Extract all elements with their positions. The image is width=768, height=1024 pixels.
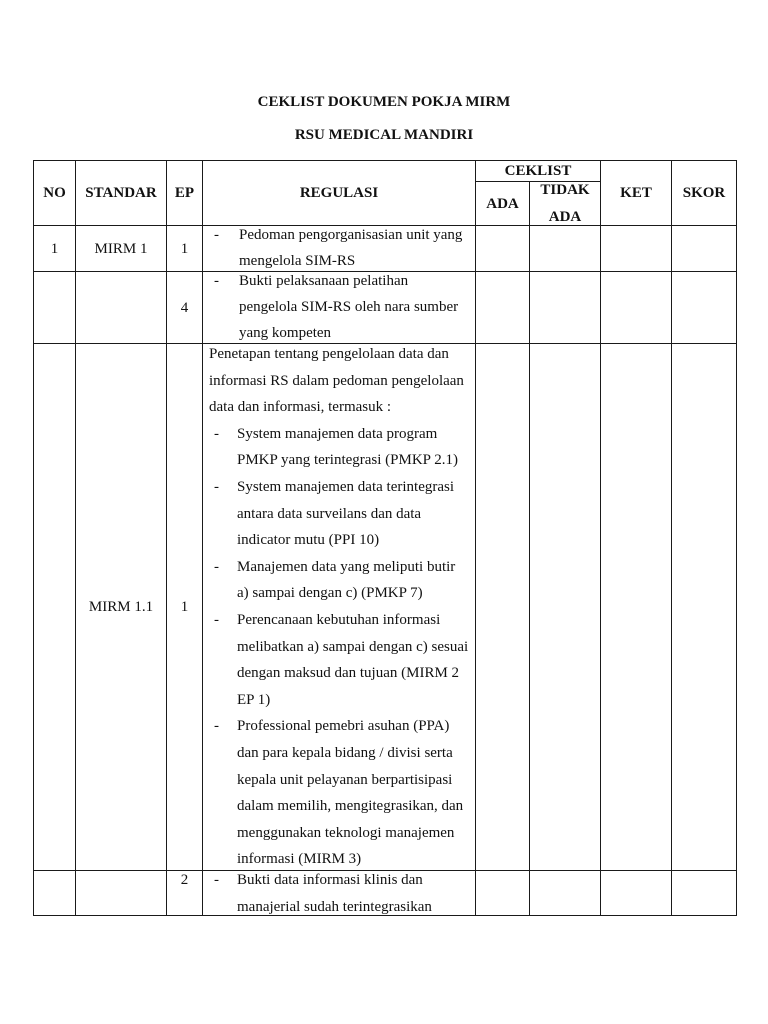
checklist-table bbox=[33, 160, 737, 916]
cell-no bbox=[34, 272, 76, 344]
header-ket: KET bbox=[601, 161, 672, 226]
cell-ep: 4 bbox=[167, 272, 203, 344]
regulasi-line: dengan maksud dan tujuan (MIRM 2 bbox=[237, 665, 460, 682]
regulasi-line: dalam memilih, mengitegrasikan, dan bbox=[237, 798, 464, 815]
bullet-dash: - bbox=[214, 558, 219, 575]
regulasi-line: Bukti pelaksanaan pelatihan bbox=[239, 273, 409, 289]
cell-no bbox=[34, 871, 76, 916]
regulasi-bullet-item bbox=[203, 867, 475, 921]
bullet-dash: - bbox=[214, 611, 219, 628]
cell-ada bbox=[476, 272, 530, 344]
regulasi-line: indicator mutu (PPI 10) bbox=[237, 532, 380, 549]
header-tidak-ada-line: ADA bbox=[548, 208, 582, 225]
regulasi-line: antara data surveilans dan data bbox=[237, 505, 422, 522]
regulasi-intro-line: informasi RS dalam pedoman pengelolaan bbox=[209, 372, 464, 389]
header-row bbox=[34, 161, 737, 182]
regulasi-bullet-item bbox=[203, 268, 475, 346]
regulasi-line: yang kompeten bbox=[239, 325, 332, 341]
regulasi-line: Professional pemebri asuhan (PPA) bbox=[237, 718, 450, 735]
header-ada: ADA bbox=[476, 182, 530, 226]
cell-skor bbox=[672, 272, 737, 344]
cell-tidak-ada bbox=[530, 272, 601, 344]
cell-skor bbox=[672, 871, 737, 916]
regulasi-intro-line: Penetapan tentang pengelolaan data dan bbox=[209, 346, 449, 362]
regulasi-line: manajerial sudah terintegrasikan bbox=[237, 898, 432, 915]
cell-skor bbox=[672, 344, 737, 871]
regulasi-intro-line: data dan informasi, termasuk : bbox=[209, 399, 392, 416]
regulasi-line: informasi (MIRM 3) bbox=[237, 851, 362, 868]
bullet-dash: - bbox=[214, 478, 219, 495]
cell-ep: 1 bbox=[167, 226, 203, 272]
cell-standar bbox=[76, 272, 167, 344]
regulasi-line: kepala unit pelayanan berpartisipasi bbox=[237, 771, 453, 788]
cell-no bbox=[34, 344, 76, 871]
regulasi-bullet-item bbox=[203, 713, 475, 873]
cell-tidak-ada bbox=[530, 871, 601, 916]
regulasi-bullet-item bbox=[203, 554, 475, 607]
cell-ket bbox=[601, 226, 672, 272]
regulasi-line: Manajemen data yang meliputi butir bbox=[237, 558, 456, 575]
regulasi-line: Pedoman pengorganisasian unit yang bbox=[239, 227, 463, 243]
table-row bbox=[34, 272, 737, 344]
regulasi-content bbox=[203, 222, 475, 274]
regulasi-line: PMKP yang terintegrasi (PMKP 2.1) bbox=[237, 452, 458, 469]
cell-standar: MIRM 1.1 bbox=[76, 344, 167, 871]
regulasi-bullet-item bbox=[203, 222, 475, 274]
cell-regulasi bbox=[203, 226, 476, 272]
regulasi-bullet-item bbox=[203, 421, 475, 474]
cell-ket bbox=[601, 272, 672, 344]
bullet-dash: - bbox=[214, 718, 219, 735]
cell-ada bbox=[476, 871, 530, 916]
header-skor: SKOR bbox=[672, 161, 737, 226]
regulasi-line: System manajemen data program bbox=[237, 425, 438, 442]
document-title: CEKLIST DOKUMEN POKJA MIRM bbox=[257, 94, 511, 110]
cell-skor bbox=[672, 226, 737, 272]
header-standar: STANDAR bbox=[76, 161, 167, 226]
cell-ket bbox=[601, 871, 672, 916]
cell-tidak-ada bbox=[530, 226, 601, 272]
regulasi-content bbox=[203, 268, 475, 346]
cell-regulasi bbox=[203, 871, 476, 916]
bullet-dash: - bbox=[214, 871, 219, 888]
header-tidak-ada-label bbox=[530, 177, 600, 231]
header-regulasi: REGULASI bbox=[203, 161, 476, 226]
regulasi-line: System manajemen data terintegrasi bbox=[237, 478, 455, 495]
regulasi-content bbox=[203, 341, 475, 873]
cell-ada bbox=[476, 226, 530, 272]
regulasi-line: pengelola SIM-RS oleh nara sumber bbox=[239, 299, 459, 315]
cell-regulasi bbox=[203, 344, 476, 871]
bullet-dash: - bbox=[214, 227, 219, 243]
cell-ada bbox=[476, 344, 530, 871]
regulasi-content bbox=[203, 867, 475, 921]
cell-no: 1 bbox=[34, 226, 76, 272]
cell-ket bbox=[601, 344, 672, 871]
cell-standar bbox=[76, 871, 167, 916]
header-tidak-ada-line: TIDAK bbox=[540, 181, 590, 198]
bullet-dash: - bbox=[214, 273, 219, 289]
regulasi-line: Perencanaan kebutuhan informasi bbox=[237, 611, 441, 628]
cell-ep: 2 bbox=[167, 871, 203, 916]
regulasi-line: Bukti data informasi klinis dan bbox=[237, 871, 423, 888]
regulasi-bullet-item bbox=[203, 474, 475, 554]
header-ceklist: CEKLIST bbox=[476, 161, 601, 182]
header-tidak-ada bbox=[530, 182, 601, 226]
table-row bbox=[34, 226, 737, 272]
regulasi-line: dan para kepala bidang / divisi serta bbox=[237, 744, 453, 761]
regulasi-line: a) sampai dengan c) (PMKP 7) bbox=[237, 585, 423, 602]
cell-tidak-ada bbox=[530, 344, 601, 871]
document-subtitle: RSU MEDICAL MANDIRI bbox=[294, 127, 474, 143]
cell-standar: MIRM 1 bbox=[76, 226, 167, 272]
cell-regulasi bbox=[203, 272, 476, 344]
regulasi-line: mengelola SIM-RS bbox=[239, 253, 356, 269]
bullet-dash: - bbox=[214, 425, 219, 442]
regulasi-line: EP 1) bbox=[237, 691, 271, 708]
header-ep: EP bbox=[167, 161, 203, 226]
cell-ep: 1 bbox=[167, 344, 203, 871]
regulasi-line: menggunakan teknologi manajemen bbox=[237, 824, 455, 841]
table-row bbox=[34, 344, 737, 871]
regulasi-bullet-item bbox=[203, 607, 475, 713]
header-no: NO bbox=[34, 161, 76, 226]
table-row bbox=[34, 871, 737, 916]
regulasi-line: melibatkan a) sampai dengan c) sesuai bbox=[237, 638, 469, 655]
